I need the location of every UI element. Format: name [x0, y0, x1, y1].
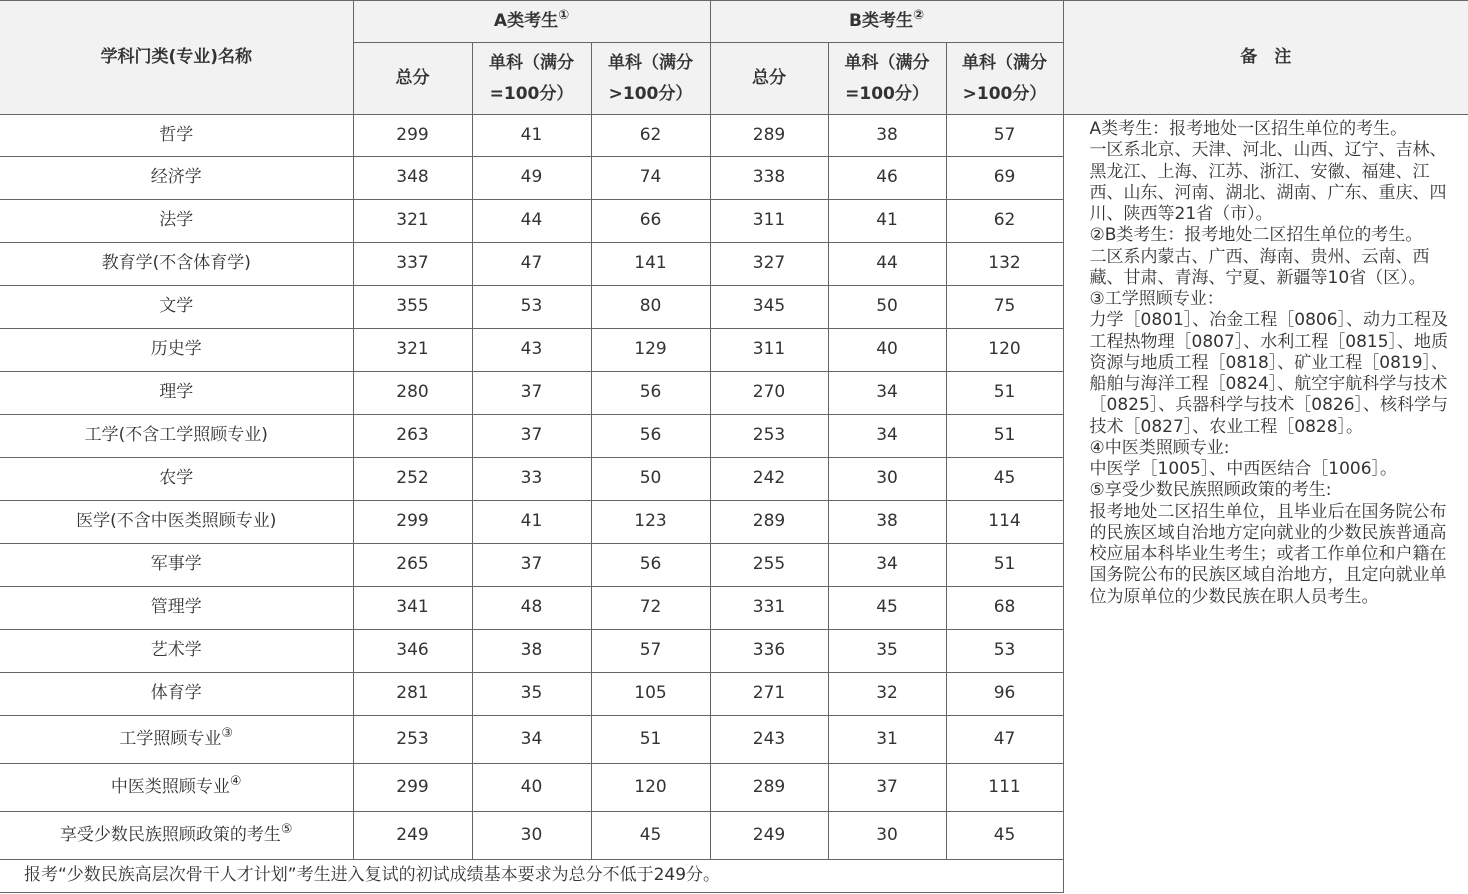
score-cell-a-s100: 49	[472, 157, 591, 200]
score-cell-a-total: 337	[353, 243, 472, 286]
subject-name: 体育学	[150, 683, 202, 704]
score-cell-a-s100: 34	[472, 716, 591, 764]
subject-name: 工学照顾专业	[119, 728, 222, 749]
score-cell-b-sgt100: 75	[946, 286, 1063, 329]
score-cell-b-total: 327	[710, 243, 828, 286]
subject-name: 农学	[159, 468, 194, 489]
score-cell-a-total: 249	[353, 812, 472, 860]
score-cell-b-s100: 34	[828, 372, 946, 415]
notes-cell	[1063, 115, 1468, 893]
note-paragraph: 力学［0801］、冶金工程［0806］、动力工程及工程热物理［0807］、水利工程［0815］、地质资源与地质工程［0818］、矿业工程［0819］、船舶与海洋工程［0824］、航空宇航科学与技术［0825］、兵器科学与技术［0826］、核科学与技术［0827］、农业工程［0828］。	[1089, 310, 1449, 437]
a-total-header: 总分	[353, 43, 472, 115]
score-cell-b-s100: 30	[828, 458, 946, 501]
score-cell-a-s100: 37	[472, 372, 591, 415]
subject-name: 理学	[159, 382, 194, 403]
score-cell-a-s100: 41	[472, 501, 591, 544]
score-cell-b-sgt100: 132	[946, 243, 1063, 286]
note-paragraph: ⑤享受少数民族照顾政策的考生:	[1089, 480, 1332, 501]
score-cell-b-total: 331	[710, 587, 828, 630]
score-cell-b-sgt100: 53	[946, 630, 1063, 673]
subject-name-cell	[0, 115, 353, 157]
score-cell-b-s100: 34	[828, 544, 946, 587]
score-cell-a-sgt100: 141	[591, 243, 710, 286]
score-cell-b-sgt100: 47	[946, 716, 1063, 764]
score-cell-a-total: 299	[353, 115, 472, 157]
score-cell-b-sgt100: 57	[946, 115, 1063, 157]
score-cell-b-total: 289	[710, 501, 828, 544]
score-cell-a-total: 346	[353, 630, 472, 673]
subject-name-cell	[0, 630, 353, 673]
subject-name: 经济学	[150, 167, 202, 188]
subject-name: 艺术学	[150, 640, 202, 661]
score-cell-a-sgt100: 74	[591, 157, 710, 200]
b-single-100-header: 单科（满分 =100分）	[828, 43, 946, 115]
subject-name: 中医类照顾专业	[110, 776, 230, 797]
score-cell-a-sgt100: 105	[591, 673, 710, 716]
score-cell-b-total: 338	[710, 157, 828, 200]
a-single-100-header: 单科（满分 =100分）	[472, 43, 591, 115]
subject-name-cell	[0, 157, 353, 200]
score-cell-b-s100: 41	[828, 200, 946, 243]
score-cell-a-total: 341	[353, 587, 472, 630]
subject-name-cell	[0, 673, 353, 716]
score-cell-b-sgt100: 111	[946, 764, 1063, 812]
subject-name: 享受少数民族照顾政策的考生	[59, 824, 281, 845]
score-cell-b-sgt100: 69	[946, 157, 1063, 200]
score-cell-a-total: 355	[353, 286, 472, 329]
subject-name-cell	[0, 544, 353, 587]
score-cell-b-s100: 46	[828, 157, 946, 200]
score-cell-b-total: 242	[710, 458, 828, 501]
score-cell-a-s100: 41	[472, 115, 591, 157]
score-cell-b-s100: 34	[828, 415, 946, 458]
score-cell-a-sgt100: 57	[591, 630, 710, 673]
score-cell-a-sgt100: 56	[591, 544, 710, 587]
note-paragraph: ③工学照顾专业：	[1089, 289, 1224, 309]
score-cell-b-total: 255	[710, 544, 828, 587]
score-cell-b-s100: 44	[828, 243, 946, 286]
score-cell-a-sgt100: 80	[591, 286, 710, 329]
score-cell-b-sgt100: 96	[946, 673, 1063, 716]
score-cell-a-total: 265	[353, 544, 472, 587]
footnote-mark: ③	[221, 725, 234, 741]
score-cell-b-total: 311	[710, 200, 828, 243]
subject-name-cell	[0, 764, 353, 812]
note-paragraph: ④中医类照顾专业:	[1089, 437, 1230, 458]
score-cell-a-sgt100: 129	[591, 329, 710, 372]
score-cell-b-sgt100: 51	[946, 544, 1063, 587]
score-cell-b-sgt100: 51	[946, 372, 1063, 415]
score-cell-b-s100: 45	[828, 587, 946, 630]
subject-name: 法学	[159, 210, 194, 231]
score-cell-a-sgt100: 50	[591, 458, 710, 501]
score-cell-b-s100: 38	[828, 501, 946, 544]
note-paragraph: A类考生：报考地处一区招生单位的考生。	[1089, 119, 1408, 139]
score-cell-b-sgt100: 62	[946, 200, 1063, 243]
score-cell-a-s100: 43	[472, 329, 591, 372]
score-cell-b-s100: 32	[828, 673, 946, 716]
score-cell-b-total: 271	[710, 673, 828, 716]
score-cell-b-sgt100: 45	[946, 812, 1063, 860]
footnote-mark: ④	[229, 773, 242, 789]
score-cell-a-sgt100: 62	[591, 115, 710, 157]
subject-name-cell	[0, 587, 353, 630]
subject-name-cell	[0, 329, 353, 372]
subject-column-header: 学科门类(专业)名称	[0, 1, 353, 115]
score-cell-a-s100: 33	[472, 458, 591, 501]
score-cell-b-sgt100: 45	[946, 458, 1063, 501]
score-cell-b-total: 289	[710, 115, 828, 157]
score-cell-a-s100: 48	[472, 587, 591, 630]
footnote-mark: ⑤	[280, 821, 293, 837]
score-cell-b-total: 249	[710, 812, 828, 860]
score-cell-a-s100: 38	[472, 630, 591, 673]
note-paragraph: 报考地处二区招生单位，且毕业后在国务院公布的民族区域自治地方定向就业的少数民族普通高校应届本科毕业生考生；或者工作单位和户籍在国务院公布的民族区域自治地方，且定向就业单位为原单位的少数民族在职人员考生。	[1089, 501, 1447, 607]
note-paragraph: 二区系内蒙古、广西、海南、贵州、云南、西藏、甘肃、青海、宁夏、新疆等10省（区）。	[1089, 246, 1430, 288]
score-cell-b-sgt100: 68	[946, 587, 1063, 630]
score-cell-a-total: 321	[353, 200, 472, 243]
score-cell-b-s100: 40	[828, 329, 946, 372]
score-cell-b-sgt100: 114	[946, 501, 1063, 544]
subject-name-cell	[0, 243, 353, 286]
subject-name: 军事学	[150, 554, 202, 575]
a-single-gt100-header: 单科（满分 >100分）	[591, 43, 710, 115]
subject-name: 历史学	[150, 339, 202, 360]
score-cell-b-s100: 38	[828, 115, 946, 157]
score-cell-a-s100: 53	[472, 286, 591, 329]
note-paragraph: ②B类考生：报考地处二区招生单位的考生。	[1089, 225, 1423, 246]
subject-name: 管理学	[150, 597, 202, 618]
group-b-mark: ②	[912, 7, 924, 23]
subject-name-cell	[0, 458, 353, 501]
score-cell-b-total: 345	[710, 286, 828, 329]
group-b-label: B类考生	[849, 10, 913, 31]
score-cell-a-s100: 44	[472, 200, 591, 243]
subject-name-cell	[0, 200, 353, 243]
group-b-header	[710, 1, 1063, 43]
subject-name-cell	[0, 501, 353, 544]
subject-name-cell	[0, 716, 353, 764]
subject-name: 工学(不含工学照顾专业)	[84, 425, 268, 446]
footer-note: 报考“少数民族高层次骨干人才计划”考生进入复试的初试成绩基本要求为总分不低于249分。	[0, 860, 1063, 893]
score-cell-b-total: 243	[710, 716, 828, 764]
score-cell-a-sgt100: 72	[591, 587, 710, 630]
score-cell-b-s100: 30	[828, 812, 946, 860]
notes-column-header: 备 注	[1063, 1, 1468, 115]
score-cell-a-sgt100: 51	[591, 716, 710, 764]
group-a-label: A类考生	[493, 10, 559, 31]
score-cell-a-total: 252	[353, 458, 472, 501]
subject-name: 教育学(不含体育学)	[101, 253, 251, 274]
b-total-header: 总分	[710, 43, 828, 115]
score-cell-a-s100: 47	[472, 243, 591, 286]
score-cell-a-sgt100: 120	[591, 764, 710, 812]
subject-name-cell	[0, 286, 353, 329]
score-cell-a-s100: 37	[472, 544, 591, 587]
score-cell-b-total: 270	[710, 372, 828, 415]
score-cell-b-s100: 31	[828, 716, 946, 764]
score-cell-a-sgt100: 56	[591, 415, 710, 458]
score-cell-a-sgt100: 56	[591, 372, 710, 415]
group-a-mark: ①	[558, 7, 570, 23]
subject-name: 医学(不含中医类照顾专业)	[76, 511, 277, 532]
b-single-gt100-header: 单科（满分 >100分）	[946, 43, 1063, 115]
score-cell-a-sgt100: 66	[591, 200, 710, 243]
score-cell-b-total: 253	[710, 415, 828, 458]
score-cell-a-total: 263	[353, 415, 472, 458]
score-cell-a-total: 280	[353, 372, 472, 415]
score-cell-a-total: 253	[353, 716, 472, 764]
score-cell-a-total: 348	[353, 157, 472, 200]
score-cell-a-s100: 30	[472, 812, 591, 860]
score-cell-b-total: 311	[710, 329, 828, 372]
score-cell-a-s100: 35	[472, 673, 591, 716]
score-cell-a-total: 321	[353, 329, 472, 372]
score-cell-b-s100: 37	[828, 764, 946, 812]
subject-name-cell	[0, 372, 353, 415]
score-cell-a-sgt100: 123	[591, 501, 710, 544]
score-cell-b-sgt100: 120	[946, 329, 1063, 372]
score-cell-b-sgt100: 51	[946, 415, 1063, 458]
score-cell-a-sgt100: 45	[591, 812, 710, 860]
score-cell-a-s100: 40	[472, 764, 591, 812]
table-row	[0, 115, 1468, 157]
score-cell-b-total: 336	[710, 630, 828, 673]
subject-name: 哲学	[159, 124, 194, 145]
score-cell-b-total: 289	[710, 764, 828, 812]
score-cell-b-s100: 50	[828, 286, 946, 329]
score-cell-a-total: 299	[353, 501, 472, 544]
score-cell-a-total: 281	[353, 673, 472, 716]
score-cell-a-s100: 37	[472, 415, 591, 458]
group-a-header	[353, 1, 710, 43]
score-cell-b-s100: 35	[828, 630, 946, 673]
subject-name: 文学	[159, 296, 194, 317]
subject-name-cell	[0, 812, 353, 860]
note-paragraph: 中医学［1005］、中西医结合［1006］。	[1089, 459, 1398, 479]
note-paragraph: 一区系北京、天津、河北、山西、辽宁、吉林、黑龙江、上海、江苏、浙江、安徽、福建、江西、山东、河南、湖北、湖南、广东、重庆、四川、陕西等21省（市）。	[1089, 140, 1447, 224]
subject-name-cell	[0, 415, 353, 458]
score-cell-a-total: 299	[353, 764, 472, 812]
